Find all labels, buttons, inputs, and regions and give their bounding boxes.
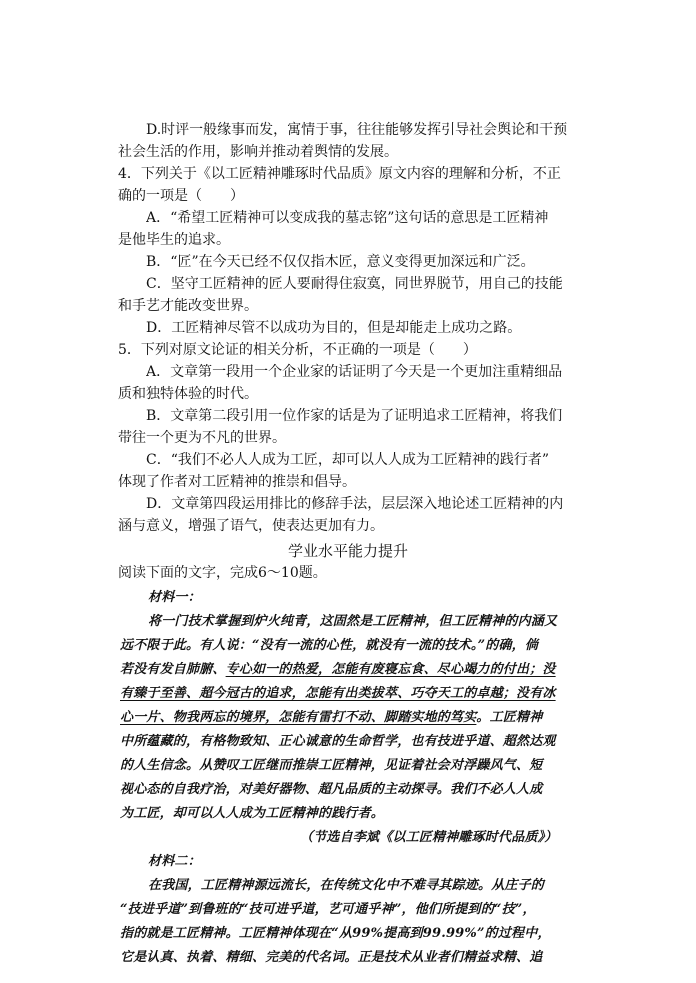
material-1-line-3	[120, 658, 578, 681]
question-5-option-a-line-1: A．文章第一段用一个企业家的话证明了今天是一个更加注重精细品	[146, 364, 563, 380]
question-4-option-c-line-2: 和手艺才能改变世界。	[118, 298, 258, 314]
material-2-line-4: 它是认真、执着、精细、完美的代名词。正是技术从业者们精益求精、追	[120, 950, 543, 965]
material-1-line-5b: 。工匠精神	[476, 710, 543, 725]
material-1-line-2: 远不限于此。有人说：“没有一流的心性，就没有一流的技术。”的确，倘	[120, 638, 539, 653]
question-5-option-d-line-2: 涵与意义，增强了语气，使表达更加有力。	[118, 518, 384, 534]
material-2-label: 材料二：	[148, 854, 201, 869]
question-5-option-d-line-1: D．文章第四段运用排比的修辞手法，层层深入地论述工匠精神的内	[146, 496, 564, 512]
material-1-line-8: 视心态的自我疗治，对美好器物、超凡品质的主动探寻。我们不必人人成	[120, 782, 543, 797]
question-5-option-b-line-2: 带往一个更为不凡的世界。	[118, 430, 286, 446]
question-4-stem-line-2: 确的一项是（ ）	[118, 188, 244, 204]
material-1-line-9: 为工匠，却可以人人成为工匠精神的践行者。	[120, 806, 385, 821]
option-d-line-2: 社会生活的作用，影响并推动着舆情的发展。	[118, 144, 398, 160]
material-1-label: 材料一：	[148, 590, 201, 605]
question-4-option-d: D．工匠精神尽管不以成功为目的，但是却能走上成功之路。	[146, 320, 522, 336]
material-1-line-7: 的人生信念。从赞叹工匠继而推崇工匠精神，见证着社会对浮躁风气、短	[120, 758, 543, 773]
question-5-option-c-line-2: 体现了作者对工匠精神的推崇和倡导。	[118, 474, 356, 490]
question-5-option-c-line-1: C．“我们不必人人成为工匠，却可以人人成为工匠精神的践行者”	[146, 452, 550, 468]
material-1-line-5	[120, 706, 578, 729]
question-4-stem-line-1: 4．下列关于《以工匠精神雕琢时代品质》原文内容的理解和分析，不正	[118, 166, 561, 182]
material-2-line-2: “技进乎道”到鲁班的“技可进乎道，艺可通乎神”，他们所提到的“技”，	[120, 902, 536, 917]
material-1-line-3a: 若没有发自肺腑、	[120, 662, 226, 677]
material-1-line-3b: 专心如一的热爱，怎能有废寝忘食、尽心竭力的付出；没	[225, 662, 556, 677]
material-2-line-1: 在我国，工匠精神源远流长，在传统文化中不难寻其踪迹。从庄子的	[148, 878, 545, 893]
material-1-line-6: 中所蕴藏的，有格物致知、正心诚意的生命哲学，也有技进乎道、超然达观	[120, 734, 556, 749]
question-5-stem: 5．下列对原文论证的相关分析，不正确的一项是（ ）	[118, 342, 477, 358]
material-2-line-3: 指的就是工匠精神。工匠精神体现在“从99%提高到99.99%”的过程中，	[120, 926, 551, 941]
option-d-line-1: D.时评一般缘事而发，寓情于事，往往能够发挥引导社会舆论和干预	[146, 122, 568, 138]
material-1-line-5a: 心一片、物我两忘的境界，怎能有雷打不动、脚踏实地的笃实	[120, 710, 477, 725]
section-instruction: 阅读下面的文字，完成6～10题。	[118, 565, 327, 581]
section-title: 学业水平能力提升	[287, 542, 408, 560]
question-4-option-c-line-1: C．坚守工匠精神的匠人要耐得住寂寞，同世界脱节，用自己的技能	[146, 276, 563, 292]
material-1-line-1: 将一门技术掌握到炉火纯青，这固然是工匠精神，但工匠精神的内涵又	[148, 614, 558, 629]
question-5-option-a-line-2: 质和独特体验的时代。	[118, 386, 258, 402]
question-4-option-b: B．“匠”在今天已经不仅仅指木匠，意义变得更加深远和广泛。	[146, 254, 535, 270]
question-5-option-b-line-1: B．文章第二段引用一位作家的话是为了证明追求工匠精神，将我们	[146, 408, 563, 424]
material-1-source: （节选自李斌《以工匠精神雕琢时代品质》）	[300, 830, 558, 845]
material-1-line-4: 有臻于至善、超今冠古的追求，怎能有出类拔萃、巧夺天工的卓越；没有冰	[120, 686, 556, 701]
question-4-option-a-line-1: A．“希望工匠精神可以变成我的墓志铭”这句话的意思是工匠精神	[146, 210, 549, 226]
question-4-option-a-line-2: 是他毕生的追求。	[118, 232, 230, 248]
